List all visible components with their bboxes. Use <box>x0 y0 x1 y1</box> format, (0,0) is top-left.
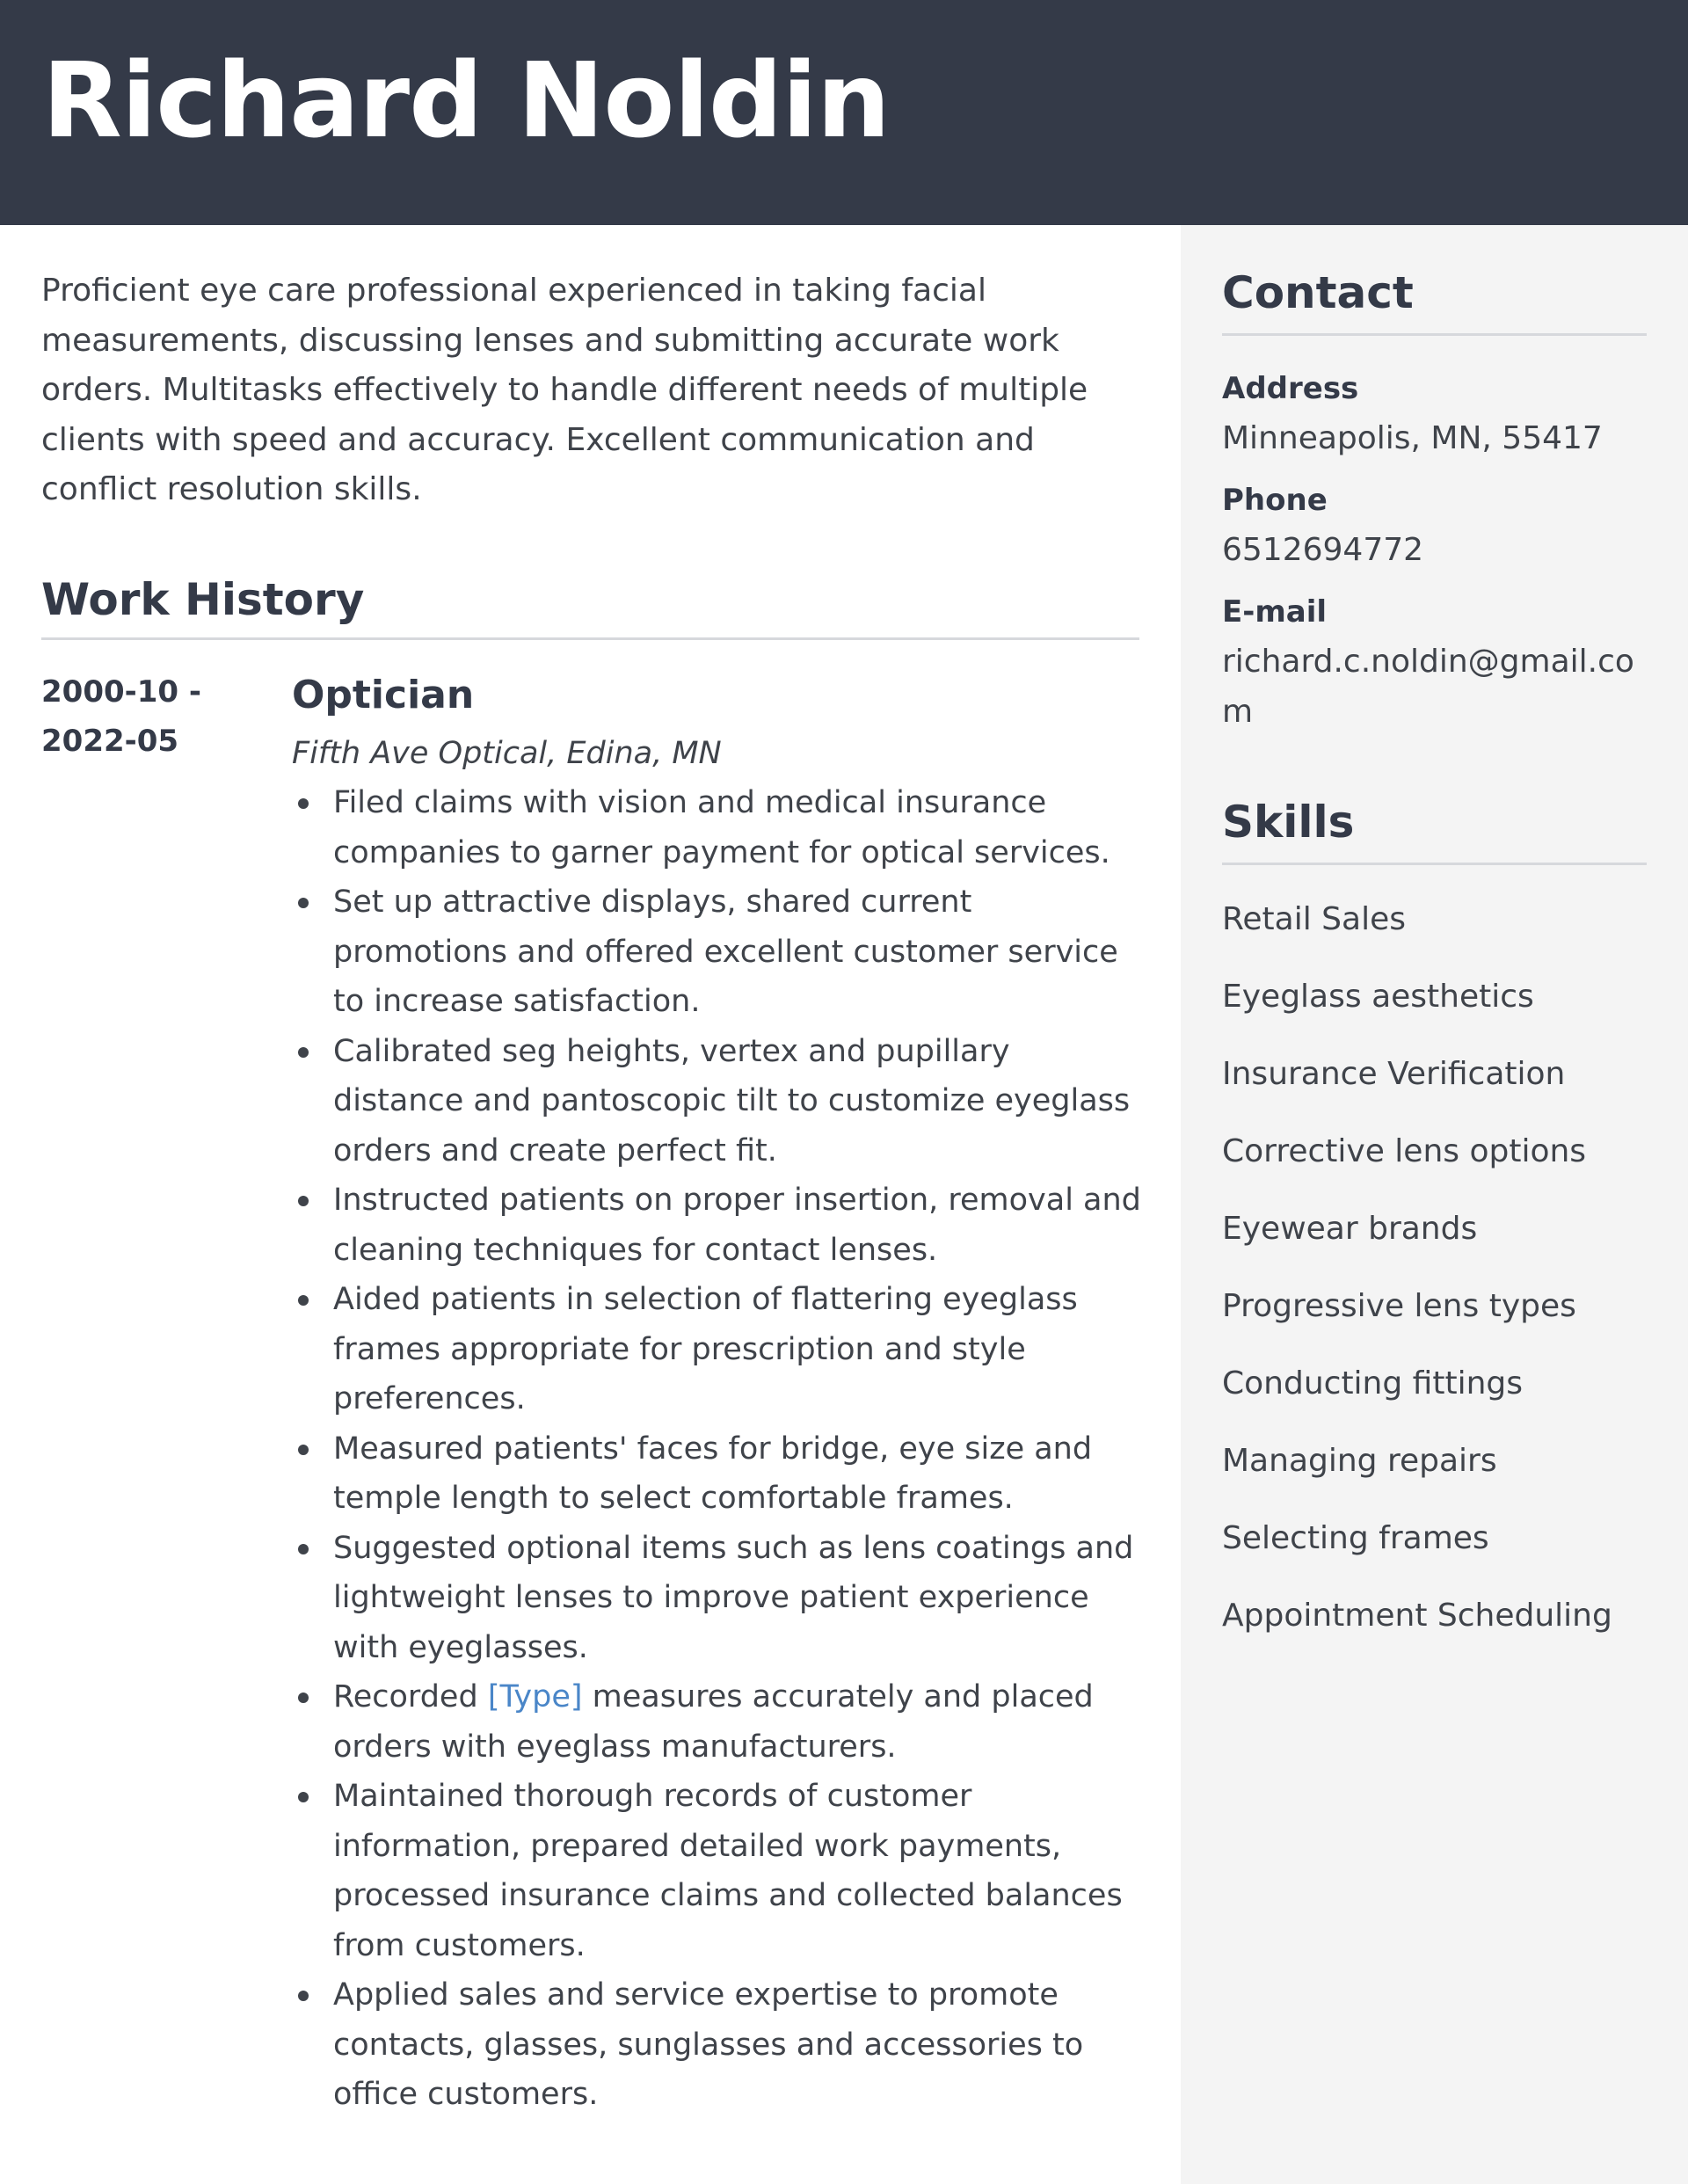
work-history-divider <box>41 637 1139 640</box>
bullet-dot-icon <box>298 1792 309 1802</box>
job-duty-text: Suggested optional items such as lens coatings and lightweight lenses to improve patient experience with eyeglasses. <box>333 1530 1134 1665</box>
job-duty-item <box>292 1027 1149 1176</box>
contact-heading: Contact <box>1222 267 1414 318</box>
job-duty-item <box>292 778 1149 877</box>
main-column <box>41 266 1140 515</box>
job-title: Optician <box>292 673 475 717</box>
skill-item: Eyewear brands <box>1222 1211 1478 1247</box>
address-label: Address <box>1222 371 1359 406</box>
skill-item: Conducting fittings <box>1222 1365 1523 1401</box>
bullet-dot-icon <box>298 1693 309 1703</box>
job-duties-list <box>292 778 1149 2120</box>
job-duty-item <box>292 1176 1149 1275</box>
job-duty-text: Measured patients' faces for bridge, eye size and temple length to select comfortable frames. <box>333 1431 1093 1516</box>
bullet-dot-icon <box>298 1295 309 1306</box>
address-value: Minneapolis, MN, 55417 <box>1222 420 1603 456</box>
work-history-heading: Work History <box>41 574 365 625</box>
job-duty-item <box>292 1772 1149 1970</box>
job-duty-item <box>292 1275 1149 1424</box>
skill-item: Eyeglass aesthetics <box>1222 979 1534 1015</box>
job-duty-text-after: measures accurately and placed orders with eyeglass manufacturers. <box>333 1679 1094 1765</box>
job-duty-item <box>292 1424 1149 1524</box>
job-duty-text: Maintained thorough records of customer information, prepared detailed work payments, processed insurance claims and collected balances from customers. <box>333 1779 1123 1963</box>
bullet-dot-icon <box>298 1445 309 1455</box>
professional-summary: Proficient eye care professional experienced in taking facial measurements, discussing lenses and submitting accurate work orders. Multitasks effectively to handle different needs of multiple clients with speed and accuracy. Excellent communication and conflict resolution skills. <box>41 273 1088 507</box>
job-company: Fifth Ave Optical, Edina, MN <box>292 736 722 771</box>
job-duty-text-before: Recorded <box>333 1679 488 1714</box>
skill-item: Selecting frames <box>1222 1520 1489 1556</box>
job-duty-text: Filed claims with vision and medical insurance companies to garner payment for optical services. <box>333 785 1110 870</box>
bullet-dot-icon <box>298 1991 309 2001</box>
skill-item: Managing repairs <box>1222 1443 1497 1479</box>
job-date-start: 2000-10 - <box>41 674 202 710</box>
bullet-dot-icon <box>298 1544 309 1554</box>
skill-item: Progressive lens types <box>1222 1288 1576 1324</box>
phone-value: 6512694772 <box>1222 532 1424 568</box>
skill-item: Insurance Verification <box>1222 1056 1566 1092</box>
header-banner <box>0 0 1688 225</box>
job-details <box>292 667 1149 2120</box>
job-duty-text: Applied sales and service expertise to promote contacts, glasses, sunglasses and accessories to office customers. <box>333 1977 1084 2112</box>
job-duty-text: Set up attractive displays, shared current promotions and offered excellent customer service to increase satisfaction. <box>333 885 1118 1019</box>
contact-divider <box>1222 333 1647 336</box>
job-date-end: 2022-05 <box>41 724 179 759</box>
email-value: richard.c.noldin@gmail.com <box>1222 644 1634 730</box>
job-duty-item <box>292 1672 1149 1772</box>
skill-item: Appointment Scheduling <box>1222 1598 1612 1634</box>
bullet-dot-icon <box>298 1047 309 1058</box>
skill-item: Retail Sales <box>1222 901 1406 937</box>
job-dates <box>41 667 261 766</box>
job-duty-item <box>292 877 1149 1027</box>
skills-heading: Skills <box>1222 797 1355 848</box>
email-label: E-mail <box>1222 594 1328 630</box>
skill-item: Corrective lens options <box>1222 1133 1587 1169</box>
bullet-dot-icon <box>298 898 309 908</box>
contact-details <box>1222 364 1635 749</box>
type-placeholder-link[interactable]: [Type] <box>487 1679 583 1714</box>
bullet-dot-icon <box>298 798 309 809</box>
job-duty-text: Calibrated seg heights, vertex and pupillary distance and pantoscopic tilt to customize eyeglass orders and create perfect fit. <box>333 1033 1131 1168</box>
skills-list <box>1222 895 1662 1669</box>
job-duty-text: Aided patients in selection of flattering eyeglass frames appropriate for prescription and style preferences. <box>333 1282 1078 1416</box>
phone-label: Phone <box>1222 483 1328 518</box>
bullet-dot-icon <box>298 1196 309 1206</box>
job-duty-item <box>292 1524 1149 1673</box>
job-duty-text: Instructed patients on proper insertion, removal and cleaning techniques for contact lenses. <box>333 1183 1141 1268</box>
skills-divider <box>1222 863 1647 865</box>
job-duty-item <box>292 1970 1149 2120</box>
candidate-name: Richard Noldin <box>42 40 890 161</box>
